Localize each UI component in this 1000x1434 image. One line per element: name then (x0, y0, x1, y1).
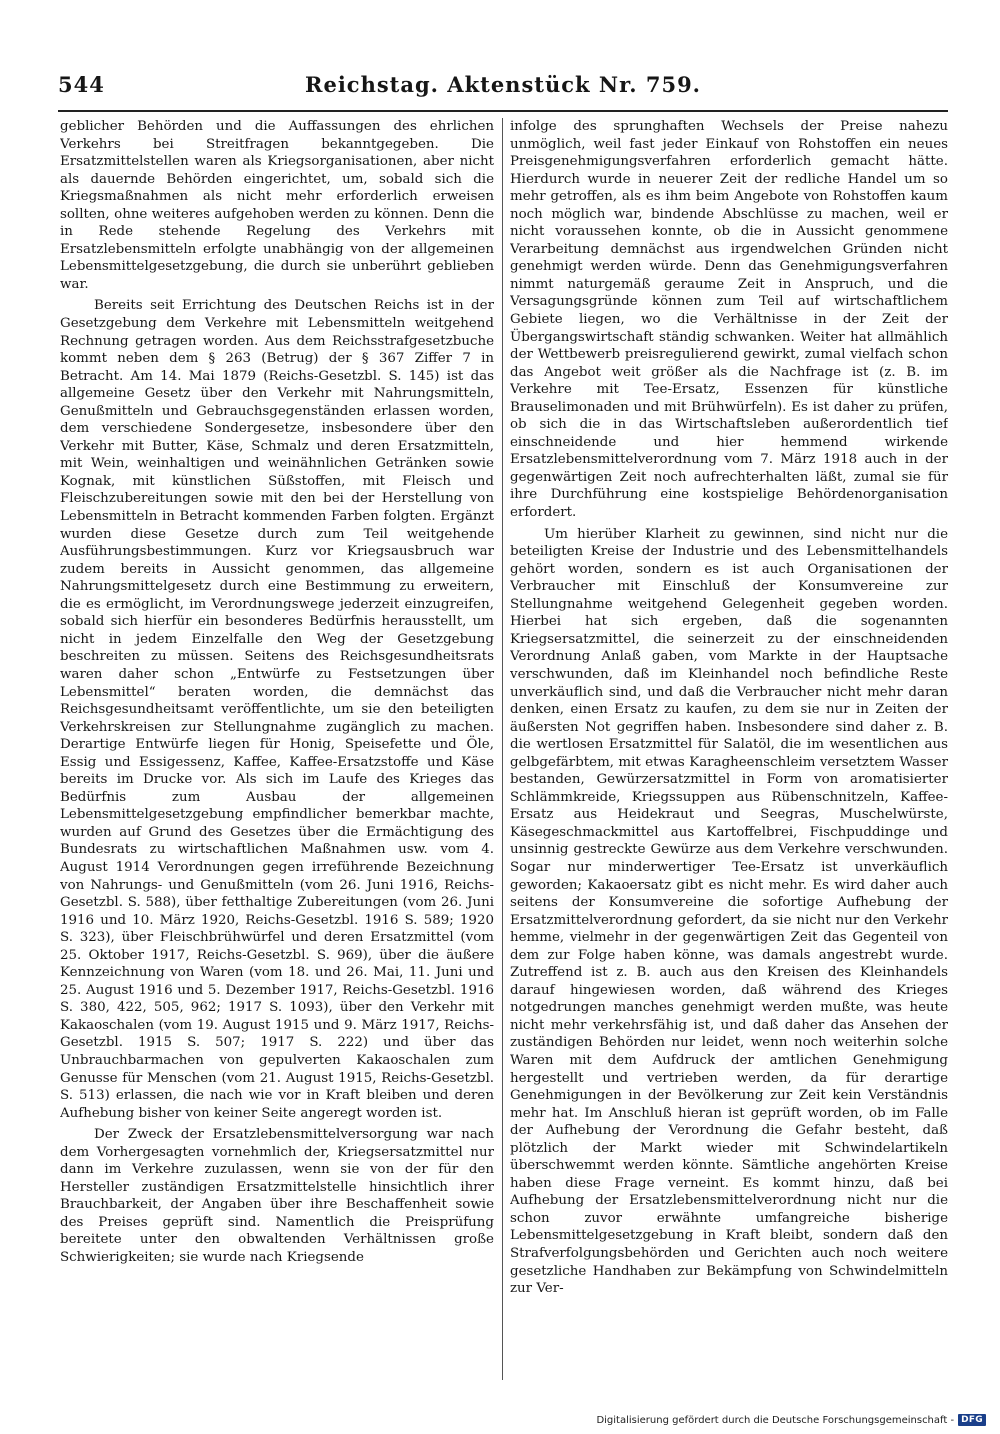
paragraph: geblicher Behörden und die Auffassungen des ehrlichen Verkehrs bei Streitfragen bekanntgegeben. Die Ersatzmittelstellen waren als Kriegsorganisationen, aber nicht als dauernde Behörden eingerichtet, um, sobald sich die Kriegsmaßnahmen als nicht mehr erforderlich erweisen sollten, ohne weiteres aufgehoben werden zu können. Denn die in Rede stehende Regelung des Verkehrs mit Ersatzlebensmitteln erfolgte unabhängig von der allgemeinen Lebensmittelgesetzgebung, die durch sie unberührt geblieben war. (60, 119, 494, 292)
page-header (58, 72, 948, 106)
paragraph: Um hierüber Klarheit zu gewinnen, sind nicht nur die beteiligten Kreise der Industrie und des Lebensmittelhandels gehört worden, sondern es ist auch Organisationen der Verbraucher mit Einschluß der Konsumvereine zur Stellungnahme weitgehend Gelegenheit gegeben worden. Hierbei hat sich ergeben, daß die sogenannten Kriegsersatzmittel, die seinerzeit zu der einschneidenden Verordnung Anlaß gaben, vom Markte in der Hauptsache verschwunden, daß im Kleinhandel noch befindliche Reste unverkäuflich sind, und daß die Verbraucher nicht mehr daran denken, einen Ersatz zu kaufen, zu dem sie nur in Zeiten der äußersten Not gegriffen haben. Insbesondere sind daher z. B. die wertlosen Ersatzmittel für Salatöl, die im wesentlichen aus gelbgefärbtem, mit etwas Karagheenschleim versetztem Wasser bestanden, Gewürzersatzmittel in Form von aromatisierter Schlämmkreide, Kriegssuppen aus Rübenschnitzeln, Kaffee-Ersatz aus Heidekraut und Seegras, Muschelwürste, Käsegeschmackmittel aus Kartoffelbrei, Fischpuddinge und unsinnig gestreckte Gewürze aus dem Verkehre verschwunden. Sogar nur minderwertiger Tee-Ersatz ist unverkäuflich geworden; Kakaoersatz gibt es nicht mehr. Es wird daher auch seitens der Konsumvereine die sofortige Aufhebung der Ersatzmittelverordnung gefordert, da sie nicht nur den Verkehr hemme, vielmehr in der gegenwärtigen Zeit das Gegenteil von dem zur Folge haben könne, was damals angestrebt wurde. Zutreffend ist z. B. auch aus den Kreisen des Kleinhandels darauf hingewiesen worden, daß während des Krieges notgedrungen manches genehmigt werden mußte, was heute nicht mehr verkehrsfähig ist, und daß daher das Ansehen der zuständigen Behörden nur leidet, wenn noch weiterhin solche Waren mit dem Aufdruck der amtlichen Genehmigung hergestellt und vertrieben werden, da für derartige Genehmigungen in der Bevölkerung zur Zeit kein Verständnis mehr hat. Im Anschluß hieran ist geprüft worden, ob im Falle der Aufhebung der Verordnung die Gefahr besteht, daß plötzlich der Markt wieder mit Schwindelartikeln überschwemmt werden könnte. Sämtliche angehörten Kreise haben diese Frage verneint. Es kommt hinzu, daß bei Aufhebung der Ersatzlebensmittelverordnung nicht nur die schon zuvor erwähnte umfangreiche bisherige Lebensmittelgesetzgebung in Kraft bleibt, sondern daß den Strafverfolgungsbehörden und Gerichten auch noch weitere gesetzliche Handhaben zur Bekämpfung von Schwindelmitteln zur Ver- (510, 526, 948, 1297)
paragraph: Der Zweck der Ersatzlebensmittelversorgung war nach dem Vorhergesagten vornehmlich der, Kriegsersatzmittel nur dann im Verkehre zuzulassen, wenn sie von der für den Hersteller zuständigen Ersatzmittelstelle hinsichtlich ihrer Brauchbarkeit, der Angaben über ihre Beschaffenheit sowie des Preises geprüft sind. Namentlich die Preisprüfung bereitete unter den obwaltenden Verhältnissen große Schwierigkeiten; sie wurde nach Kriegsende (60, 1127, 494, 1265)
credit-text: Digitalisierung gefördert durch die Deutsche Forschungsgemeinschaft - (596, 1414, 955, 1426)
dfg-logo: DFG (958, 1414, 986, 1426)
page-number: 544 (58, 72, 105, 97)
right-column (510, 118, 948, 1380)
running-title: Reichstag. Aktenstück Nr. 759. (305, 72, 701, 97)
paragraph: Bereits seit Errichtung des Deutschen Reichs ist in der Gesetzgebung dem Verkehre mit Lebensmitteln weitgehend Rechnung getragen worden. Aus dem Reichsstrafgesetzbuche kommt neben dem § 263 (Betrug) der § 367 Ziffer 7 in Betracht. Am 14. Mai 1879 (Reichs-Gesetzbl. S. 145) ist das allgemeine Gesetz über den Verkehr mit Nahrungsmitteln, Genußmitteln und Gebrauchsgegenständen erlassen worden, dem verschiedene Sondergesetze, insbesondere über den Verkehr mit Butter, Käse, Schmalz und deren Ersatzmitteln, mit Wein, weinhaltigen und weinähnlichen Getränken sowie Kognak, mit künstlichen Süßstoffen, mit Fleisch und Fleischzubereitungen sowie mit den bei der Herstellung von Lebensmitteln in Betracht kommenden Farben folgten. Ergänzt wurden diese Gesetze durch zum Teil weitgehende Ausführungsbestimmungen. Kurz vor Kriegsausbruch war zudem bereits in Aussicht genommen, das allgemeine Nahrungsmittelgesetz durch eine Bestimmung zu erweitern, die es ermöglicht, im Verordnungswege jederzeit einzugreifen, sobald sich hierfür ein besonderes Bedürfnis herausstellt, um nicht in jedem Einzelfalle den Weg der Gesetzgebung beschreiten zu müssen. Seitens des Reichsgesundheitsrats waren daher schon „Entwürfe zu Festsetzungen über Lebensmittel“ beraten worden, die demnächst das Reichsgesundheitsamt veröffentlichte, um sie den beteiligten Verkehrskreisen zur Stellungnahme zugänglich zu machen. Derartige Entwürfe liegen für Honig, Speisefette und Öle, Essig und Essigessenz, Kaffee, Kaffee-Ersatzstoffe und Käse bereits im Drucke vor. Als sich im Laufe des Krieges das Bedürfnis zum Ausbau der allgemeinen Lebensmittelgesetzgebung empfindlicher bemerkbar machte, wurden auf Grund des Gesetzes über die Ermächtigung des Bundesrats zu wirtschaftlichen Maßnahmen usw. vom 4. August 1914 Verordnungen gegen irreführende Bezeichnung von Nahrungs- und Genußmitteln (vom 26. Juni 1916, Reichs-Gesetzbl. S. 588), über fetthaltige Zubereitungen (vom 26. Juni 1916 und 10. März 1920, Reichs-Gesetzbl. 1916 S. 589; 1920 S. 323), über Fleischbrühwürfel und deren Ersatzmittel (vom 25. Oktober 1917, Reichs-Gesetzbl. S. 969), über die äußere Kennzeichnung von Waren (vom 18. und 26. Mai, 11. Juni und 25. August 1916 und 5. Dezember 1917, Reichs-Gesetzbl. 1916 S. 380, 422, 505, 962; 1917 S. 1093), über den Verkehr mit Kakaoschalen (vom 19. August 1915 und 9. März 1917, Reichs-Gesetzbl. 1915 S. 507; 1917 S. 222) und über das Unbrauchbarmachen von gepulverten Kakaoschalen zum Genusse für Menschen (vom 21. August 1915, Reichs-Gesetzbl. S. 513) erlassen, die nach wie vor in Kraft bleiben und deren Aufhebung bisher von keiner Seite angeregt worden ist. (60, 298, 494, 1121)
header-rule (58, 110, 948, 112)
paragraph: infolge des sprunghaften Wechsels der Preise nahezu unmöglich, weil fast jeder Einkauf von Rohstoffen ein neues Preisgenehmigungsverfahren erforderlich gemacht hätte. Hierdurch wurde in neuerer Zeit der redliche Handel um so mehr getroffen, als es ihm beim Angebote von Rohstoffen kaum noch möglich war, bindende Abschlüsse zu machen, weil er nicht voraussehen konnte, ob die in Aussicht genommene Verarbeitung demnächst aus irgendwelchen Gründen nicht genehmigt werden würde. Denn das Genehmigungsverfahren nimmt naturgemäß geraume Zeit in Anspruch, und die Versagungsgründe können zum Teil auf wirtschaftlichem Gebiete liegen, wo die Verhältnisse in der Zeit der Übergangswirtschaft ständig schwanken. Weiter hat allmählich der Wettbewerb preisregulierend gewirkt, zumal vielfach schon das Angebot weit größer als die Nachfrage ist (z. B. im Verkehre mit Tee-Ersatz, Essenzen für künstliche Brauselimonaden und mit Brühwürfeln). Es ist daher zu prüfen, ob sich die in das Wirtschaftsleben außerordentlich tief einschneidende und hier hemmend wirkende Ersatzlebensmittelverordnung vom 7. März 1918 auch in der gegenwärtigen Zeit noch aufrechterhalten läßt, zumal sie für ihre Durchführung eine kostspielige Behördenorganisation erfordert. (510, 119, 948, 521)
digitization-credit (596, 1414, 986, 1426)
column-divider (502, 118, 503, 1380)
left-column (60, 118, 494, 1380)
